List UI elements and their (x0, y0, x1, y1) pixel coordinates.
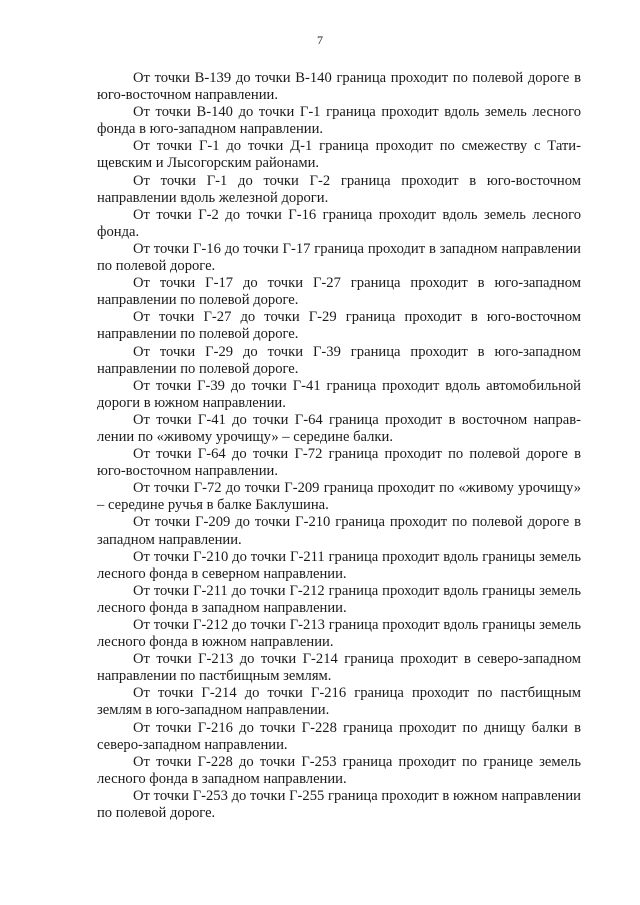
boundary-paragraph: От точки Г-216 до точки Г-228 граница проходит по днищу балки в северо-западном направлении. (97, 719, 581, 753)
boundary-paragraph: От точки Г-1 до точки Г-2 граница проходит в юго-восточном направлении вдоль железной дороги. (97, 172, 581, 206)
boundary-paragraph: От точки Г-2 до точки Г-16 граница проходит вдоль земель лесного фонда. (97, 206, 581, 240)
boundary-paragraph: От точки Г-17 до точки Г-27 граница проходит в юго-западном направлении по полевой дороге. (97, 275, 581, 309)
boundary-paragraph: От точки Г-64 до точки Г-72 граница проходит по полевой дороге в юго-восточном направлении. (97, 446, 581, 480)
boundary-paragraph: От точки Г-72 до точки Г-209 граница проходит по «живому урочищу» – середине ручья в балке Баклушина. (97, 480, 581, 514)
boundary-paragraph: От точки Г-39 до точки Г-41 граница проходит вдоль автомобильной дороги в южном направлении. (97, 377, 581, 411)
boundary-paragraph: От точки Г-41 до точки Г-64 граница проходит в восточном направлении по «живому урочищу» – середине балки. (97, 411, 581, 445)
boundary-paragraph: От точки Г-209 до точки Г-210 граница проходит по полевой дороге в западном направлении. (97, 514, 581, 548)
boundary-paragraph: От точки Г-1 до точки Д-1 граница проходит по смежеству с Татищевским и Лысогорским районами. (97, 138, 581, 172)
boundary-paragraph: От точки Г-214 до точки Г-216 граница проходит по пастбищным землям в юго-западном направлении. (97, 685, 581, 719)
boundary-paragraph: От точки Г-210 до точки Г-211 граница проходит вдоль границы земель лесного фонда в северном направлении. (97, 548, 581, 582)
boundary-paragraph: От точки Г-211 до точки Г-212 граница проходит вдоль границы земель лесного фонда в западном направлении. (97, 582, 581, 616)
boundary-paragraph: От точки Г-212 до точки Г-213 граница проходит вдоль границы земель лесного фонда в южном направлении. (97, 617, 581, 651)
boundary-paragraph: От точки Г-16 до точки Г-17 граница проходит в западном направлении по полевой дороге. (97, 240, 581, 275)
document-body (97, 70, 581, 822)
boundary-paragraph: От точки В-140 до точки Г-1 граница проходит вдоль земель лесного фонда в юго-западном направлении. (97, 104, 581, 138)
boundary-paragraph: От точки Г-29 до точки Г-39 граница проходит в юго-западном направлении по полевой дороге. (97, 343, 581, 377)
boundary-paragraph: От точки Г-228 до точки Г-253 граница проходит по границе земель лесного фонда в западном направлении. (97, 753, 581, 787)
boundary-paragraph: От точки В-139 до точки В-140 граница проходит по полевой дороге в юго-восточном направлении. (97, 70, 581, 104)
boundary-paragraph: От точки Г-213 до точки Г-214 граница проходит в северо-западном направлении по пастбищным землям. (97, 651, 581, 685)
boundary-paragraph: От точки Г-27 до точки Г-29 граница проходит в юго-восточном направлении по полевой дороге. (97, 309, 581, 343)
boundary-paragraph: От точки Г-253 до точки Г-255 граница проходит в южном направлении по полевой дороге. (97, 787, 581, 822)
page-number: 7 (317, 33, 323, 47)
